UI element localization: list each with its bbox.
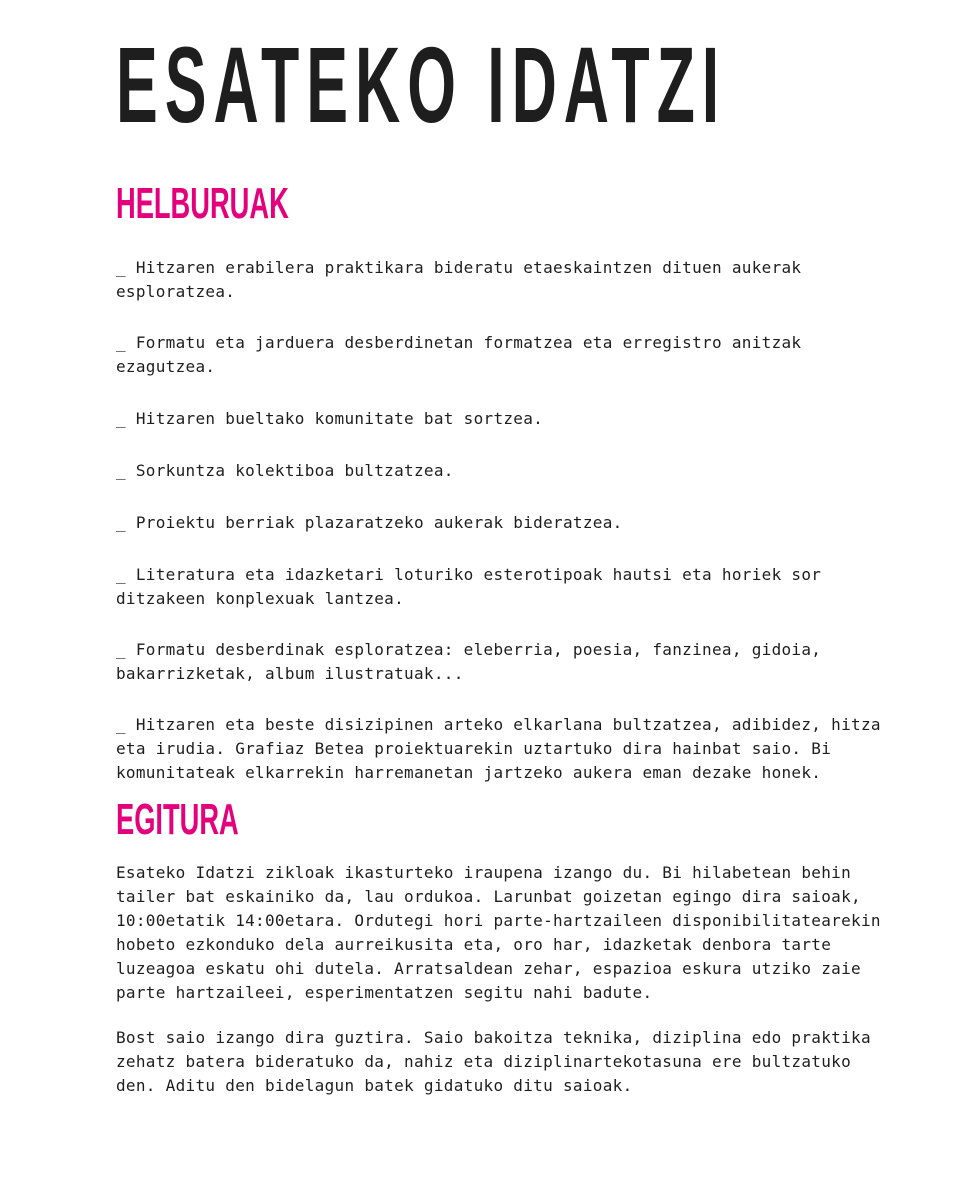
objective-item: _ Formatu desberdinak esploratzea: eleberria, poesia, fanzinea, gidoia, bakarrizketak, album ilustratuak... — [116, 640, 822, 683]
structure-text — [116, 861, 886, 1119]
objective-item: _ Hitzaren eta beste disizipinen arteko elkarlana bultzatzea, adibidez, hitza eta irudia. Grafiaz Betea proiektuarekin uztartuko dira hainbat saio. Bi komunitateak elkarrekin harremanetan jartzeko aukera eman dezake honek. — [116, 715, 881, 782]
objective-item: _ Literatura eta idazketari loturiko esterotipoak hautsi eta horiek sor ditzakeen konplexuak lantzea. — [116, 565, 822, 608]
structure-paragraph: Bost saio izango dira guztira. Saio bakoitza teknika, diziplina edo praktika zehatz batera bideratuko da, nahiz eta diziplinartekotasuna ere bultzatuko den. Aditu den bidelagun batek gidatuko ditu saioak. — [116, 1028, 871, 1095]
page-title: ESATEKO IDATZI — [116, 24, 727, 145]
structure-paragraph: Esateko Idatzi zikloak ikasturteko iraupena izango du. Bi hilabetean behin tailer bat eskainiko da, lau ordukoa. Larunbat goizetan egingo dira saioak, 10:00etatik 14:00etara. Ordutegi hori parte-hartzaileen disponibilitatearekin hobeto ezkonduko dela aurreikusita eta, oro har, idazketak denbora tarte luzeagoa eskatu ohi dutela. Arratsaldean zehar, espazioa eskura utziko zaie parte hartzaileei, esperimentatzen segitu nahi badute. — [116, 863, 881, 1002]
objective-item: _ Sorkuntza kolektiboa bultzatzea. — [116, 461, 454, 480]
objective-item: _ Formatu eta jarduera desberdinetan formatzea eta erregistro anitzak ezagutzea. — [116, 333, 802, 376]
objective-item: _ Hitzaren bueltako komunitate bat sortzea. — [116, 409, 544, 428]
objective-item: _ Hitzaren erabilera praktikara bideratu etaeskaintzen dituen aukerak esploratzea. — [116, 258, 802, 301]
section-heading-egitura: EGITURA — [116, 795, 239, 844]
objective-item: _ Proiektu berriak plazaratzeko aukerak bideratzea. — [116, 513, 623, 532]
objectives-list — [116, 256, 886, 785]
section-heading-helburuak: HELBURUAK — [116, 179, 289, 228]
